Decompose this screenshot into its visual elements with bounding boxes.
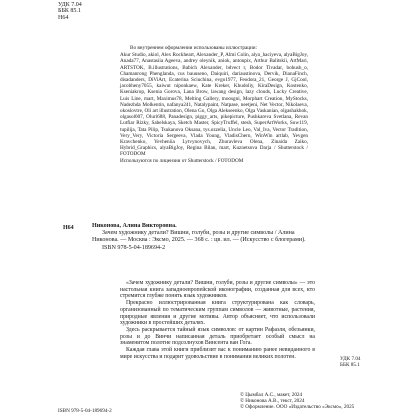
copyright-line: © Никонова А.В., текст, 2024	[240, 398, 305, 405]
annotation-paragraph: Прекрасно иллюстрированная книга структурирована как словарь, организованный по тематическим группам символов — животные, растения, природные явления и другие мотивы. Автор объясняет, что использовали художники в простейших деталях.	[120, 300, 315, 327]
isbn-footer: ISBN 978-5-04-189694-2	[58, 408, 112, 414]
copyright-line: © Цымбал А.С., макет, 2024	[240, 392, 303, 398]
book-annotation	[120, 280, 315, 360]
udk-code: УДК 7.04	[58, 2, 82, 8]
illustration-credits-heading: Во внутреннем оформлении использованы иллюстрации:	[130, 45, 258, 51]
copyright-line: © Оформление. ООО «Издательство «Эксмо», 2025	[240, 404, 355, 411]
catalog-description: Зачем художнику детали? Вишни, голуби, розы и другие символы / Алина Никонова. — Москва : Эксмо, 2025. — 368 с. : цв. ил. — (Искусство с блогерами).	[92, 229, 306, 243]
bottom-classification-codes	[340, 356, 361, 368]
illustration-credits	[120, 45, 308, 164]
illustration-license-note: Используются по лицензии от Shutterstock / FOTODOM	[120, 157, 244, 164]
bbk-code: ББК 85.1	[340, 362, 360, 369]
annotation-paragraph: «Зачем художнику детали? Вишни, голуби, розы и другие символы» — это настольная книга западноевропейской иконографии, созданная для всех, кто стремится глубже понять язык художников.	[120, 280, 315, 300]
udk-code: УДК 7.04	[340, 356, 361, 362]
illustration-credits-list: Akur Studio, akiol, Alex Rockheart, Alexander_P, Almi Colin, alya_haciyeva, alyaBigJoy, Anada77, Anastasiia Ageeva, andrey oleynik, aniok, antonpix, Arthur Balitskii, ArtMari, ARTSTOK, B.illustrations, Babich Alexander, bdvect r, Bodor Tivadar, bohush_o, Chamanrong Phenglanda, cus bauuseno, Daiquiri, dariaustinova, Dervik, DianaFinch, disadanders, DiViArt, Ecaterina Sciuchina, evgo1977, Feodora_21, George J, GjCool, jacobheny7055, kaiwut niponkaew, Kate Kreker, Khudoliy, KiraDesign, Kostenko, Kseniakrop, Ksenia Gorova, Lana Brow, lawang design, lazy clouds, Lucky Creative, Luis Line, mart, Maximus78, Melting Gallery, moosgni, Morphart Creation, MyStocks, Nadezhda Molkentin, nafanya241, Natalypaint, Natpase, neetjeni, Net Vector, Nikolaeva, okoslovtre, Oli art illustration, Olena Go, Olga Alekseenko, Olga Vaskanian, olgashakhok, olgasol007, Oluri688, Panadesign, piggy_arts, pikepicture, Pushkareva Svetlana, Revan Lutfiar Rizky, Sabelskaya, Sketch Master, SpicyTruffel, stesh, SuperArtWorks, Suw119, tupilija, Tata Pilip, Tsukanova Oksana, tys.ozzelia, Uncle Leo, Val_Iva, Vector Tradition, Very_Very, Victoria Sergeeva, Vlada Young, VladisChern, WinWin artlab, Yevgen Kravchenko, Yevheniia Lytvynovych, Zhuravleva Olena, Zinaida Zaiko, Hybrid_Graphics, alyaBigJoy, Regina Bilan, mart, Kuznetsova Darja / Shutterstock / FOTODOM	[120, 52, 308, 158]
catalog-record	[92, 223, 322, 252]
catalog-author: Никонова, Алина Викторовна.	[92, 223, 177, 229]
catalog-author-index: Н64	[63, 225, 74, 231]
annotation-paragraph: Каждая глава этой книги приблизит вас к пониманию ранее невиданного в мире искусства и подарит удовольствие в понимании великих полотен.	[120, 347, 315, 360]
copyright-notices	[240, 392, 354, 411]
top-classification-codes	[58, 2, 82, 21]
bbk-code: ББК 85.1	[58, 8, 81, 15]
author-index: Н64	[58, 14, 69, 21]
annotation-paragraph: Здесь раскрывается тайный язык символов: от картин Рафаэля, обезьянки, розы и до Винчи написанная деталь приобретает особый смысл на знаменитом полотне подсолнухов Винсента ван Гога.	[120, 326, 315, 347]
catalog-isbn: ISBN 978-5-04-189694-2	[102, 244, 166, 251]
